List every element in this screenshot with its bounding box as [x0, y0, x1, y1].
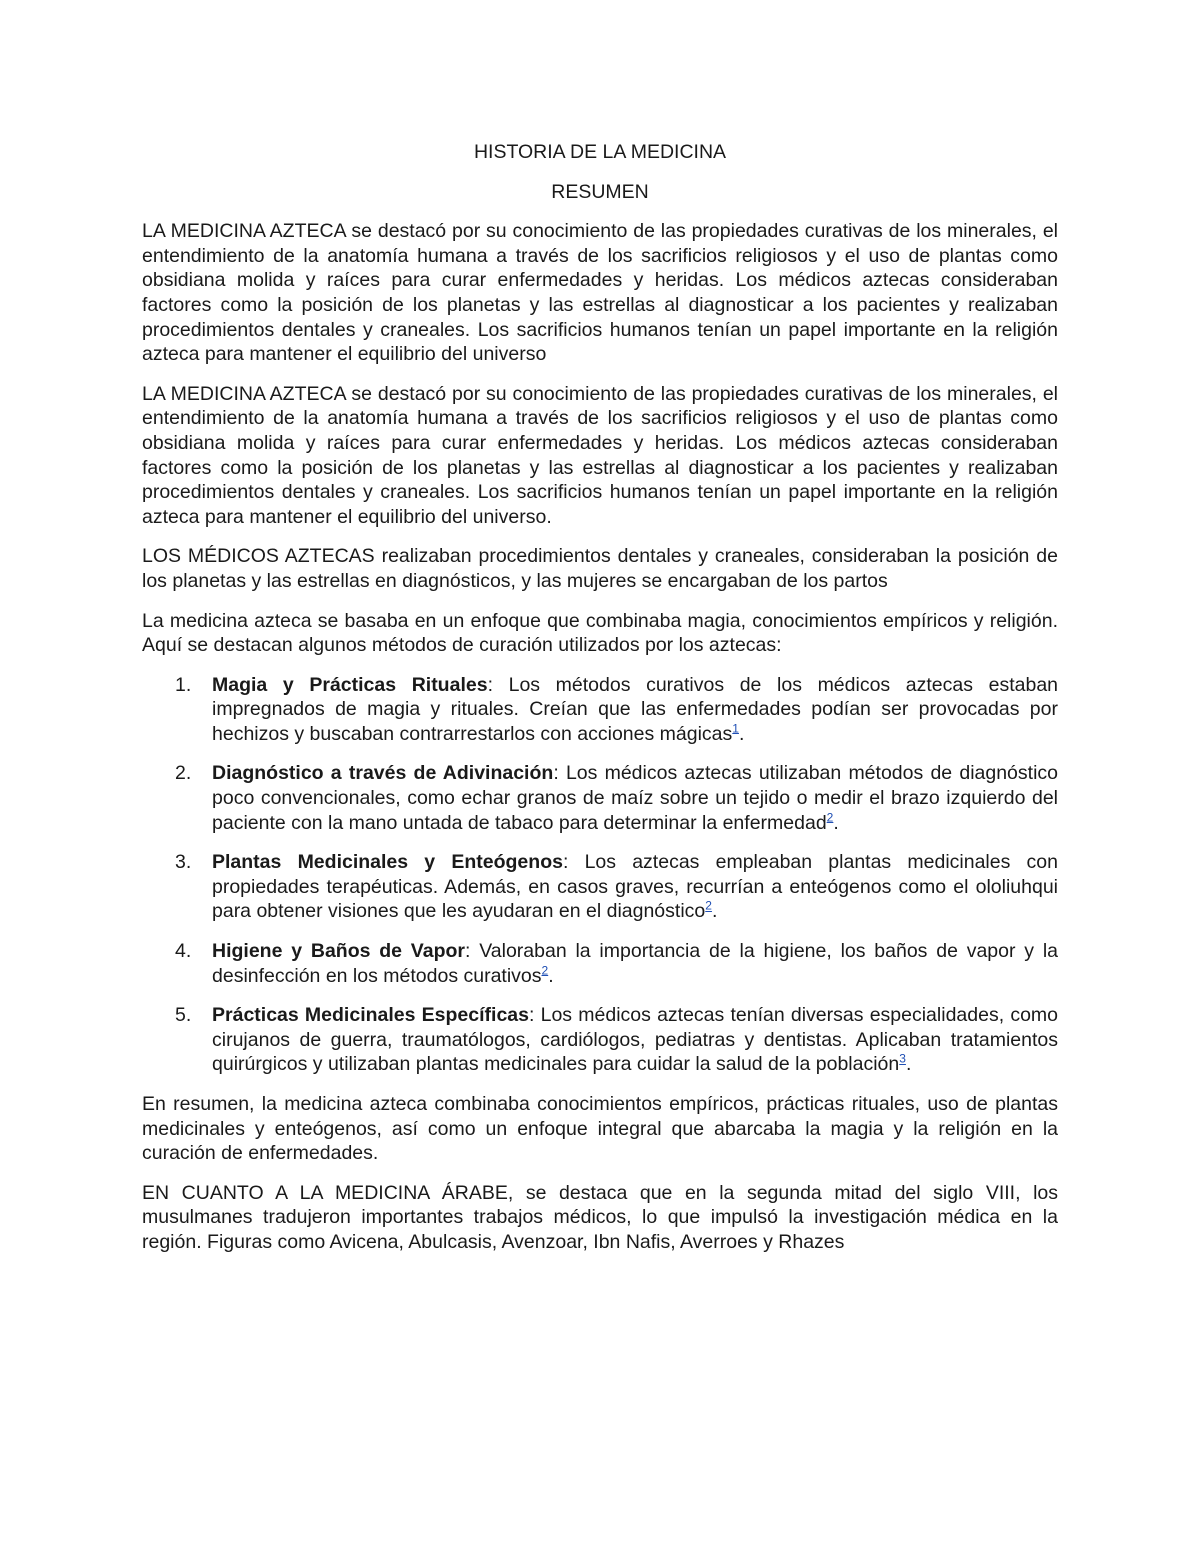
document-title: HISTORIA DE LA MEDICINA [473, 141, 727, 163]
footnote-reference-link[interactable]: 1 [732, 721, 739, 736]
list-item-heading: Magia y Prácticas Rituales [212, 673, 488, 696]
list-item-text: : Los médicos aztecas utilizaban métodos de diagnóstico poco convencionales, como echar granos de maíz sobre un tejido o medir el brazo izquierdo del paciente con la mano untada de tabaco para determinar la enfermedad [212, 762, 1058, 834]
paragraph-azteca-2: LA MEDICINA AZTECA se destacó por su conocimiento de las propiedades curativas de los minerales, el entendimiento de la anatomía humana a través de los sacrificios religiosos y el uso de plantas como obsidiana molida y raíces para curar enfermedades y heridas. Los médicos aztecas consideraban factores como la posición de los planetas y las estrellas al diagnosticar a los pacientes y realizaban procedimientos dentales y craneales. Los sacrificios humanos tenían un papel importante en la religión azteca para mantener el equilibrio del universo. [142, 382, 1058, 528]
list-item-text: : Los aztecas empleaban plantas medicinales con propiedades terapéuticas. Además, en casos graves, recurrían a enteógenos como el ololiuhqui para obtener visiones que les ayudaran en el diagnóstico [212, 851, 1058, 923]
list-item-number: 1. [175, 673, 192, 696]
list-item-text: : Valoraban la importancia de la higiene, los baños de vapor y la desinfección en los métodos curativos [212, 940, 1059, 987]
paragraph-summary: En resumen, la medicina azteca combinaba conocimientos empíricos, prácticas rituales, uso de plantas medicinales y enteógenos, así como un enfoque integral que abarcaba la magia y la religión en la curación de enfermedades. [142, 1093, 1058, 1165]
paragraph-azteca-1: LA MEDICINA AZTECA se destacó por su conocimiento de las propiedades curativas de los minerales, el entendimiento de la anatomía humana a través de los sacrificios religiosos y el uso de plantas como obsidiana molida y raíces para curar enfermedades y heridas. Los médicos aztecas consideraban factores como la posición de los planetas y las estrellas al diagnosticar a los pacientes y realizaban procedimientos dentales y craneales. Los sacrificios humanos tenían un papel importante en la religión azteca para mantener el equilibrio del universo [142, 220, 1058, 366]
list-item-end: . [711, 900, 718, 923]
list-item-number: 3. [175, 851, 192, 874]
list-item-end: . [738, 722, 745, 745]
list-item-heading: Higiene y Baños de Vapor [212, 940, 465, 963]
paragraph-methods-intro: La medicina azteca se basaba en un enfoque que combinaba magia, conocimientos empíricos y religión. Aquí se destacan algunos métodos de curación utilizados por los aztecas: [142, 609, 1058, 657]
paragraph-medicina-arabe: EN CUANTO A LA MEDICINA ÁRABE, se destaca que en la segunda mitad del siglo VIII, los musulmanes tradujeron importantes trabajos médicos, lo que impulsó la investigación médica en la región. Figuras como Avicena, Abulcasis, Avenzoar, Ibn Nafis, Averroes y Rhazes [142, 1181, 1058, 1253]
list-item-heading: Diagnóstico a través de Adivinación [212, 762, 554, 785]
footnote-reference-link[interactable]: 2 [705, 898, 712, 913]
list-item-text: : Los médicos aztecas tenían diversas especialidades, como cirujanos de guerra, traumatólogos, cardiólogos, pediatras y dentistas. Aplicaban tratamientos quirúrgicos y utilizaban plantas medicinales para cuidar la salud de la población [212, 1004, 1058, 1076]
list-item-end: . [548, 964, 554, 987]
list-item [142, 850, 1058, 924]
list-item-number: 4. [175, 940, 192, 963]
list-item [142, 1003, 1058, 1077]
list-item-end: . [905, 1053, 912, 1076]
list-item [142, 939, 1058, 988]
list-item-text: : Los métodos curativos de los médicos aztecas estaban impregnados de magia y rituales. Creían que las enfermedades podían ser provocadas por hechizos y buscaban contrarrestarlos con acciones mágicas [212, 673, 1059, 745]
list-item-heading: Prácticas Medicinales Específicas [212, 1004, 529, 1027]
footnote-reference-link[interactable]: 2 [541, 963, 549, 978]
paragraph-medicos-aztecas: LOS MÉDICOS AZTECAS realizaban procedimientos dentales y craneales, consideraban la posición de los planetas y las estrellas en diagnósticos, y las mujeres se encargaban de los partos [142, 545, 1058, 592]
document-subtitle: RESUMEN [551, 180, 649, 203]
list-item-end: . [833, 811, 839, 834]
list-item [142, 761, 1058, 835]
list-item-number: 2. [175, 762, 192, 785]
list-item-heading: Plantas Medicinales y Enteógenos [212, 851, 563, 874]
footnote-reference-link[interactable]: 3 [899, 1051, 906, 1066]
methods-list [142, 673, 1058, 1077]
footnote-reference-link[interactable]: 2 [826, 810, 834, 825]
document-page [142, 140, 1058, 1270]
list-item [142, 673, 1058, 747]
list-item-number: 5. [175, 1004, 192, 1027]
